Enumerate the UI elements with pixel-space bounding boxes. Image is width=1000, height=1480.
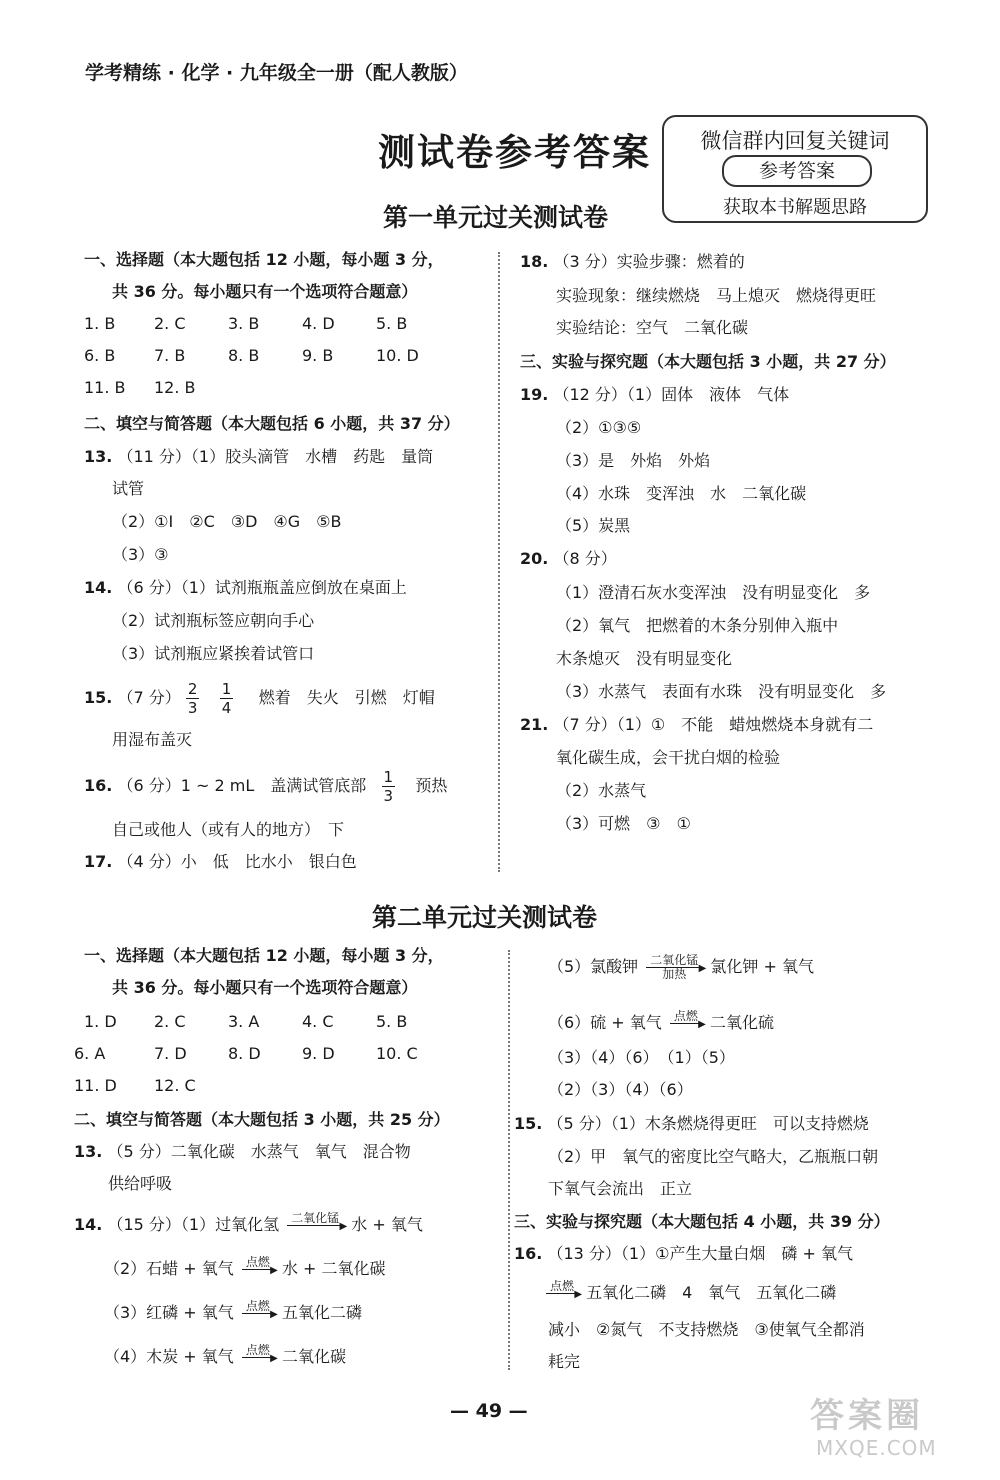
watermark-logo [810, 1388, 960, 1468]
reaction-arrow [646, 953, 707, 981]
u1-q21-line2: 氧化碳生成，会干扰白烟的检验 [556, 748, 781, 767]
answer-text: （11 分）（1）胶头滴管 水槽 药匙 量筒 [117, 447, 434, 466]
u2-q14-line8: （2）（3）（4）（6） [548, 1080, 693, 1099]
answer: 7. B [154, 346, 186, 365]
u1-q16-line1 [84, 768, 447, 805]
reaction-arrow [242, 1343, 278, 1371]
u1-q20-line5: （3）水蒸气 表面有水珠 没有明显变化 多 [556, 682, 887, 701]
u2-q14-line7: （3）（4）（6） （1）（5） [548, 1048, 735, 1067]
u1-q19-line4: （4）水珠 变浑浊 水 二氧化碳 [556, 484, 807, 503]
u1-q19-line1 [520, 385, 789, 405]
u1-q19-line5: （5）炭黑 [556, 516, 631, 535]
u2-section3-heading: 三、实验与探究题（本大题包括 4 小题，共 39 分） [514, 1212, 890, 1231]
u1-q21-line1 [520, 715, 873, 735]
question-number: 15. [84, 688, 113, 707]
u1-q14-line3: （3）试剂瓶应紧挨着试管口 [112, 644, 315, 663]
question-number: 18. [520, 252, 549, 271]
u2-section1-heading-cont: 共 36 分。每小题只有一个选项符合题意） [112, 978, 418, 997]
u1-q14-line2: （2）试剂瓶标签应朝向手心 [112, 611, 315, 630]
reaction-arrow [242, 1299, 278, 1327]
question-number: 21. [520, 715, 549, 734]
u1-q15-line1 [84, 680, 435, 717]
u1-q20-line2: （1）澄清石灰水变浑浊 没有明显变化 多 [556, 583, 871, 602]
answer: 9. D [302, 1044, 335, 1063]
answer: 7. D [154, 1044, 187, 1063]
answer: 4. C [302, 1012, 334, 1031]
reaction-condition: 点燃 [546, 1280, 578, 1294]
wechat-notice-box [662, 115, 928, 223]
u2-q15-line2: （2）甲 氧气的密度比空气略大，乙瓶瓶口朝 [548, 1147, 879, 1166]
reaction-arrow [546, 1279, 583, 1307]
watermark-text: 答案圈 [810, 1396, 924, 1436]
reaction-condition: 点燃 [670, 1010, 702, 1024]
answer-text: 水 + 二氧化碳 [281, 1259, 386, 1278]
answer-text: 燃着 失火 引燃 灯帽 [258, 688, 435, 707]
answer: 3. B [228, 314, 260, 333]
arrow-head-icon: ▶ [574, 1289, 583, 1300]
u2-q14-line6 [548, 1008, 774, 1038]
question-number: 15. [514, 1114, 543, 1133]
question-number: 17. [84, 852, 113, 871]
wechat-line3: 获取本书解题思路 [723, 197, 867, 218]
arrow-head-icon: ▶ [698, 1019, 706, 1030]
reaction-condition: 点燃 [242, 1300, 274, 1314]
u1-q13-line1 [84, 447, 433, 467]
answer: 11. B [84, 378, 126, 397]
answer-text: （7 分） [117, 688, 181, 707]
u2-q13-line2: 供给呼吸 [108, 1174, 173, 1193]
u2-q16-line4: 耗完 [548, 1352, 581, 1371]
question-number: 13. [84, 447, 113, 466]
answer-text: 氯化钾 + 氧气 [710, 957, 814, 976]
u2-q16-line1 [514, 1244, 853, 1264]
u1-q13-line4: （3）③ [112, 545, 169, 564]
question-number: 14. [74, 1215, 103, 1234]
u2-section1-heading: 一、选择题（本大题包括 12 小题，每小题 3 分， [84, 946, 444, 965]
page-number: — 49 — [450, 1400, 528, 1422]
u1-q16-line2: 自己或他人（或有人的地方） 下 [112, 820, 345, 839]
answer: 9. B [302, 346, 334, 365]
u1-q13-line2: 试管 [112, 479, 145, 498]
fraction-denominator: 3 [187, 699, 198, 717]
answer-text: （12 分）（1）固体 液体 气体 [553, 385, 790, 404]
answer-text: （6）硫 + 氧气 [548, 1013, 662, 1032]
fraction-numerator: 1 [383, 768, 394, 786]
u1-section1-heading-cont: 共 36 分。每小题只有一个选项符合题意） [112, 282, 418, 301]
unit1-title: 第一单元过关测试卷 [383, 203, 609, 232]
answer-text: 二氧化硫 [709, 1013, 774, 1032]
answer: 10. D [376, 346, 419, 365]
reaction-arrow [242, 1255, 278, 1283]
wechat-keyword-badge: 参考答案 [722, 155, 872, 187]
u1-section2-heading: 二、填空与简答题（本大题包括 6 小题，共 37 分） [84, 414, 460, 433]
u1-q14-line1 [84, 578, 407, 598]
answer-text: （5 分）二氧化碳 水蒸气 氧气 混合物 [107, 1142, 411, 1161]
u1-q21-line4: （3）可燃 ③ ① [556, 814, 691, 833]
answer: 3. A [228, 1012, 260, 1031]
u1-q19-line3: （3）是 外焰 外焰 [556, 451, 711, 470]
u1-q15-line2: 用湿布盖灭 [112, 730, 193, 749]
u2-q15-line3: 下氧气会流出 正立 [548, 1179, 693, 1198]
u1-q19-line2: （2）①③⑤ [556, 418, 642, 437]
u2-q14-line4 [104, 1342, 346, 1372]
answer: 6. B [84, 346, 116, 365]
answer: 11. D [74, 1076, 117, 1095]
u1-q17-line1 [84, 852, 357, 872]
u2-q14-line3 [104, 1298, 362, 1328]
u2-q14-line1 [74, 1210, 423, 1240]
u1-q18-line1 [520, 252, 745, 272]
u2-q16-line3: 减小 ②氮气 不支持燃烧 ③使氧气全都消 [548, 1320, 865, 1339]
u2-q16-line2 [546, 1278, 836, 1308]
answer: 2. C [154, 314, 186, 333]
u2-section2-heading: 二、填空与简答题（本大题包括 3 小题，共 25 分） [74, 1110, 450, 1129]
u1-q13-line3: （2）①I ②C ③D ④G ⑤B [112, 512, 342, 531]
watermark-url: MXQE.COM [816, 1436, 937, 1460]
answer-text: （4）木炭 + 氧气 [104, 1347, 234, 1366]
answer-text: （8 分） [553, 549, 617, 568]
answer-text: （6 分）1 ~ 2 mL 盖满试管底部 [117, 776, 367, 795]
fraction-denominator: 4 [221, 699, 232, 717]
arrow-head-icon: ▶ [270, 1353, 278, 1364]
reaction-condition: 点燃 [242, 1256, 274, 1270]
answer-text: （7 分）（1）① 不能 蜡烛燃烧本身就有二 [553, 715, 874, 734]
answer-text: （15 分）（1）过氧化氢 [107, 1215, 280, 1234]
answer-text: （2）石蜡 + 氧气 [104, 1259, 234, 1278]
answer-text: 预热 [415, 776, 448, 795]
answer-text: 水 + 氧气 [351, 1215, 423, 1234]
unit2-title: 第二单元过关测试卷 [372, 903, 598, 932]
answer-text: （6 分）（1）试剂瓶瓶盖应倒放在桌面上 [117, 578, 407, 597]
u1-q20-line1 [520, 549, 617, 569]
fraction-one-quarter [220, 680, 234, 717]
u2-q14-line5 [548, 952, 814, 982]
fraction-numerator: 2 [187, 680, 198, 698]
question-number: 14. [84, 578, 113, 597]
arrow-head-icon: ▶ [270, 1309, 278, 1320]
fraction-one-third [382, 768, 396, 805]
reaction-condition: 二氧化锰 [646, 954, 702, 968]
reaction-condition: 加热 [662, 967, 687, 981]
arrow-head-icon: ▶ [339, 1221, 348, 1232]
u1-q20-line3: （2）氧气 把燃着的木条分别伸入瓶中 [556, 616, 839, 635]
u2-q13-line1 [74, 1142, 411, 1162]
arrow-head-icon: ▶ [270, 1265, 278, 1276]
u2-q14-line2 [104, 1254, 386, 1284]
column-divider-2 [508, 950, 510, 1370]
answer: 8. D [228, 1044, 261, 1063]
answer: 8. B [228, 346, 260, 365]
fraction-two-thirds [186, 680, 200, 717]
answer-text: （4 分）小 低 比水小 银白色 [117, 852, 357, 871]
fraction-numerator: 1 [221, 680, 232, 698]
answer-text: （5）氯酸钾 [548, 957, 639, 976]
page-title: 测试卷参考答案 [378, 131, 651, 174]
u1-q20-line4: 木条熄灭 没有明显变化 [556, 649, 733, 668]
arrow-head-icon: ▶ [698, 963, 707, 974]
column-divider-1 [498, 252, 500, 872]
u1-section1-heading: 一、选择题（本大题包括 12 小题，每小题 3 分， [84, 250, 444, 269]
question-number: 13. [74, 1142, 103, 1161]
question-number: 16. [514, 1244, 543, 1263]
question-number: 19. [520, 385, 549, 404]
answer: 5. B [376, 1012, 408, 1031]
question-number: 20. [520, 549, 549, 568]
answer-text: （3）红磷 + 氧气 [104, 1303, 234, 1322]
fraction-denominator: 3 [383, 787, 394, 805]
answer-text: 五氧化二磷 4 氧气 五氧化二磷 [586, 1283, 837, 1302]
question-number: 16. [84, 776, 113, 795]
u2-q15-line1 [514, 1114, 869, 1134]
answer-text: 二氧化碳 [281, 1347, 346, 1366]
u1-q18-line3: 实验结论：空气 二氧化碳 [556, 318, 749, 337]
answer: 4. D [302, 314, 335, 333]
answer: 6. A [74, 1044, 106, 1063]
answer-text: （3 分）实验步骤：燃着的 [553, 252, 745, 271]
answer-text: （13 分）（1）①产生大量白烟 磷 + 氧气 [547, 1244, 853, 1263]
answer: 12. B [154, 378, 196, 397]
reaction-condition: 二氧化锰 [287, 1212, 343, 1226]
answer: 5. B [376, 314, 408, 333]
answer: 1. D [84, 1012, 117, 1031]
u1-section3-heading: 三、实验与探究题（本大题包括 3 小题，共 27 分） [520, 352, 896, 371]
reaction-condition: 点燃 [242, 1344, 274, 1358]
wechat-line1: 微信群内回复关键词 [700, 129, 890, 153]
reaction-arrow [670, 1009, 706, 1037]
reaction-arrow [287, 1211, 348, 1239]
u1-q21-line3: （2）水蒸气 [556, 781, 647, 800]
answer: 1. B [84, 314, 116, 333]
answer: 2. C [154, 1012, 186, 1031]
answer-text: 五氧化二磷 [281, 1303, 362, 1322]
answer-text: （5 分）（1）木条燃烧得更旺 可以支持燃烧 [547, 1114, 869, 1133]
book-header: 学考精练 · 化学 · 九年级全一册（配人教版） [85, 62, 468, 84]
answer: 12. C [154, 1076, 196, 1095]
u1-q18-line2: 实验现象：继续燃烧 马上熄灭 燃烧得更旺 [556, 286, 877, 305]
answer: 10. C [376, 1044, 418, 1063]
